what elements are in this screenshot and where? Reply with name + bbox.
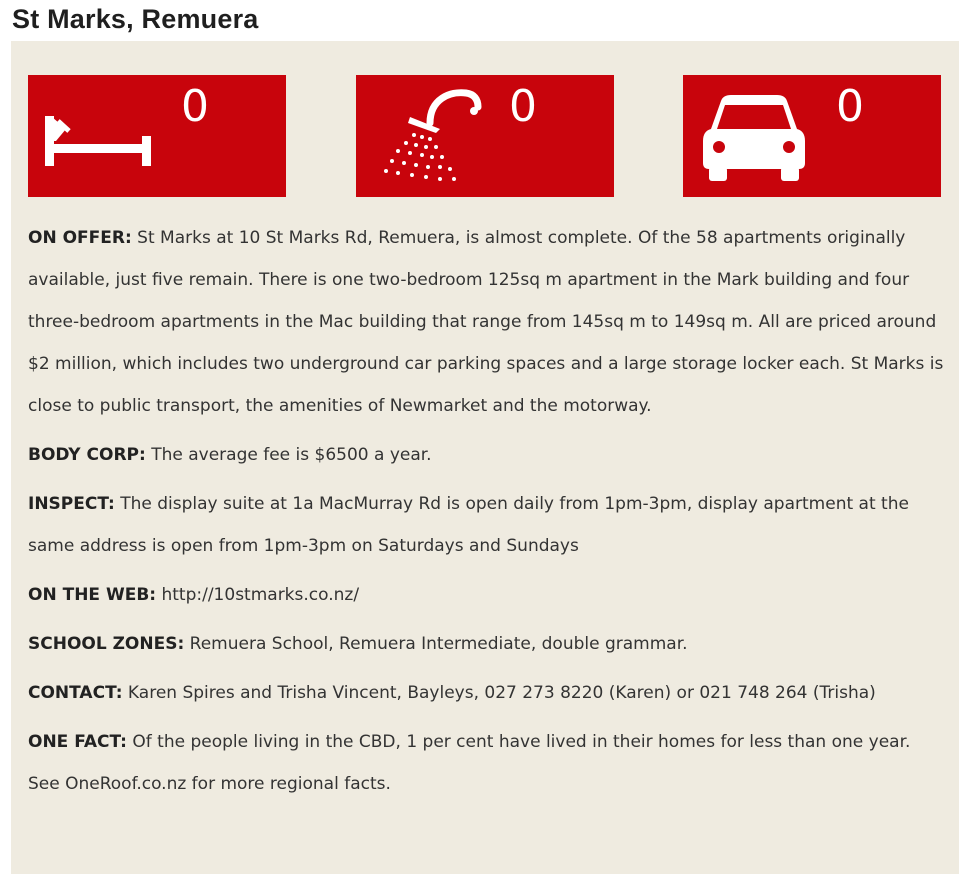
bedrooms-count: 0 [181,81,209,132]
bathrooms-stat [356,75,614,197]
bedrooms-stat [28,75,286,197]
detail-label: ON THE WEB: [28,585,157,605]
detail-one-fact [28,721,946,805]
detail-label: INSPECT: [28,494,115,514]
page-title: St Marks, Remuera [12,4,259,34]
detail-text: Remuera School, Remuera Intermediate, double grammar. [184,634,688,654]
shower-icon [370,89,482,189]
detail-label: ONE FACT: [28,732,127,752]
detail-on-offer [28,217,946,427]
website-link[interactable]: http://10stmarks.co.nz/ [156,585,360,605]
parking-stat [683,75,941,197]
detail-school-zones [28,623,946,665]
detail-inspect [28,483,946,567]
detail-text: St Marks at 10 St Marks Rd, Remuera, is almost complete. Of the 58 apartments originally available, just five remain. There is one two-bedroom 125sq m apartment in the Mark building and four three-bedroom apartments in the Mac building that range from 145sq m to 149sq m. All are priced around $2 million, which includes two underground car parking spaces and a large storage locker each. St Marks is close to public transport, the amenities of Newmarket and the motorway. [28,228,944,416]
bathrooms-count: 0 [509,81,537,132]
parking-count: 0 [836,81,864,132]
listing-panel [11,41,959,874]
detail-label: CONTACT: [28,683,123,703]
listing-details [28,217,946,812]
detail-body-corp [28,434,946,476]
detail-text: Of the people living in the CBD, 1 per cent have lived in their homes for less than one year. See OneRoof.co.nz for more regional facts. [28,732,911,794]
detail-text: The average fee is $6500 a year. [145,445,432,465]
detail-label: ON OFFER: [28,228,132,248]
car-icon [699,93,809,183]
detail-label: SCHOOL ZONES: [28,634,185,654]
detail-text: Karen Spires and Trisha Vincent, Bayleys, 027 273 8220 (Karen) or 021 748 264 (Trisha) [122,683,876,703]
detail-text: The display suite at 1a MacMurray Rd is open daily from 1pm-3pm, display apartment at the same address is open from 1pm-3pm on Saturdays and Sundays [28,494,909,556]
detail-contact [28,672,946,714]
detail-label: BODY CORP: [28,445,146,465]
bed-icon [42,113,154,173]
detail-on-the-web [28,574,946,616]
